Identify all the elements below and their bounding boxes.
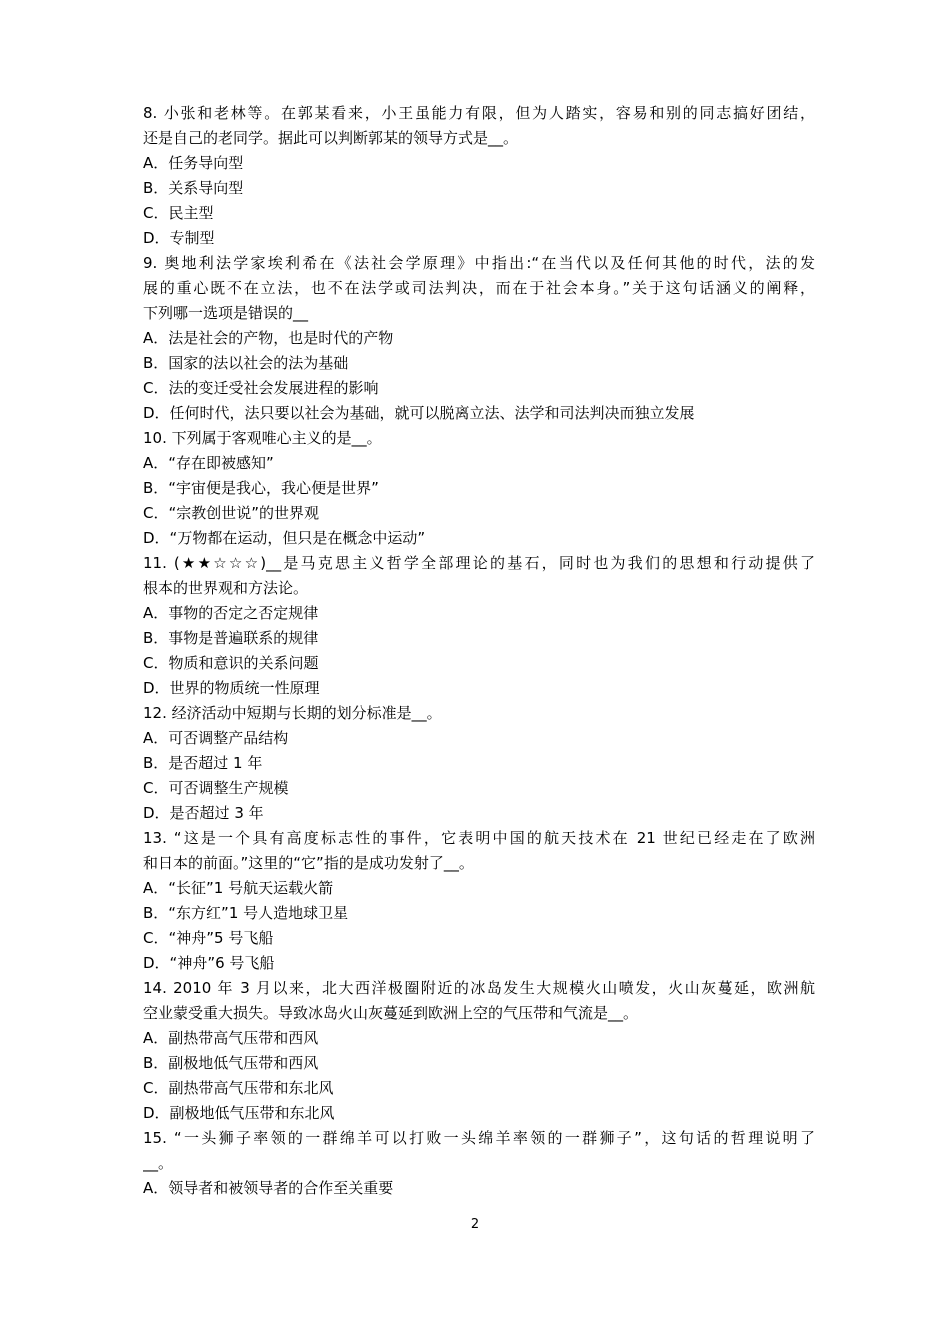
question-8 — [143, 101, 815, 251]
question-10 — [143, 426, 815, 551]
question-13-option-a: A．“长征”1 号航天运载火箭 — [143, 879, 334, 897]
document-page — [143, 101, 815, 1201]
question-8-text-line-2: 还是自己的老同学。据此可以判断郭某的领导方式是__。 — [143, 129, 519, 147]
question-9-option-a: A．法是社会的产物，也是时代的产物 — [143, 329, 394, 347]
question-9-text-line-3: 下列哪一选项是错误的__ — [143, 304, 309, 322]
question-9-option-b: B．国家的法以社会的法为基础 — [143, 354, 349, 372]
question-15-text-line-1: 15. “一头狮子率领的一群绵羊可以打败一头绵羊率领的一群狮子”，这句话的哲理说明了 — [143, 1129, 815, 1147]
question-9 — [143, 251, 815, 426]
question-8-option-c: C．民主型 — [143, 204, 214, 222]
question-11-option-c: C．物质和意识的关系问题 — [143, 654, 319, 672]
question-9-option-d: D．任何时代，法只要以社会为基础，就可以脱离立法、法学和司法判决而独立发展 — [143, 404, 695, 422]
question-14-option-a: A．副热带高气压带和西风 — [143, 1029, 319, 1047]
question-11-option-d: D．世界的物质统一性原理 — [143, 679, 320, 697]
question-8-option-d: D．专制型 — [143, 229, 215, 247]
question-11-text-line-1: 11. (★★☆☆☆)__是马克思主义哲学全部理论的基石，同时也为我们的思想和行动提供了 — [143, 554, 815, 572]
question-13-option-d: D．“神舟”6 号飞船 — [143, 954, 275, 972]
question-13-option-c: C．“神舟”5 号飞船 — [143, 929, 274, 947]
question-11 — [143, 551, 815, 701]
question-10-option-c: C．“宗教创世说”的世界观 — [143, 504, 320, 522]
question-15-text-line-2: __。 — [143, 1154, 174, 1172]
question-15 — [143, 1126, 815, 1201]
question-13 — [143, 826, 815, 976]
question-12 — [143, 701, 815, 826]
question-12-option-d: D．是否超过 3 年 — [143, 804, 264, 822]
question-8-text-line-1: 8. 小张和老林等。在郭某看来，小王虽能力有限，但为人踏实，容易和别的同志搞好团结， — [143, 104, 815, 122]
question-14-option-c: C．副热带高气压带和东北风 — [143, 1079, 334, 1097]
question-10-text-line-1: 10. 下列属于客观唯心主义的是__。 — [143, 429, 382, 447]
question-10-option-b: B．“宇宙便是我心，我心便是世界” — [143, 479, 379, 497]
question-14-option-b: B．副极地低气压带和西风 — [143, 1054, 319, 1072]
question-12-option-a: A．可否调整产品结构 — [143, 729, 289, 747]
question-9-text-line-1: 9. 奥地利法学家埃利希在《法社会学原理》中指出:“在当代以及任何其他的时代，法的发 — [143, 254, 815, 272]
question-8-option-a: A．任务导向型 — [143, 154, 244, 172]
question-8-option-b: B．关系导向型 — [143, 179, 244, 197]
question-11-option-b: B．事物是普遍联系的规律 — [143, 629, 319, 647]
question-11-option-a: A．事物的否定之否定规律 — [143, 604, 319, 622]
question-13-text-line-2: 和日本的前面。”这里的“它”指的是成功发射了__。 — [143, 854, 474, 872]
page-number: 2 — [470, 1217, 480, 1232]
question-9-text-line-2: 展的重心既不在立法，也不在法学或司法判决，而在于社会本身。”关于这句话涵义的阐释， — [143, 279, 815, 297]
question-12-text-line-1: 12. 经济活动中短期与长期的划分标准是__。 — [143, 704, 442, 722]
question-11-text-line-2: 根本的世界观和方法论。 — [143, 579, 309, 597]
question-13-text-line-1: 13. “这是一个具有高度标志性的事件，它表明中国的航天技术在 21 世纪已经走在了欧洲 — [143, 829, 815, 847]
question-9-option-c: C．法的变迁受社会发展进程的影响 — [143, 379, 379, 397]
question-14-option-d: D．副极地低气压带和东北风 — [143, 1104, 335, 1122]
question-12-option-b: B．是否超过 1 年 — [143, 754, 263, 772]
question-13-option-b: B．“东方红”1 号人造地球卫星 — [143, 904, 349, 922]
question-10-option-a: A．“存在即被感知” — [143, 454, 274, 472]
question-12-option-c: C．可否调整生产规模 — [143, 779, 289, 797]
question-14-text-line-1: 14. 2010 年 3 月以来，北大西洋极圈附近的冰岛发生大规模火山喷发，火山灰蔓延，欧洲航 — [143, 979, 815, 997]
question-15-option-a: A．领导者和被领导者的合作至关重要 — [143, 1179, 394, 1197]
question-10-option-d: D．“万物都在运动，但只是在概念中运动” — [143, 529, 426, 547]
question-14 — [143, 976, 815, 1126]
question-14-text-line-2: 空业蒙受重大损失。导致冰岛火山灰蔓延到欧洲上空的气压带和气流是__。 — [143, 1004, 639, 1022]
